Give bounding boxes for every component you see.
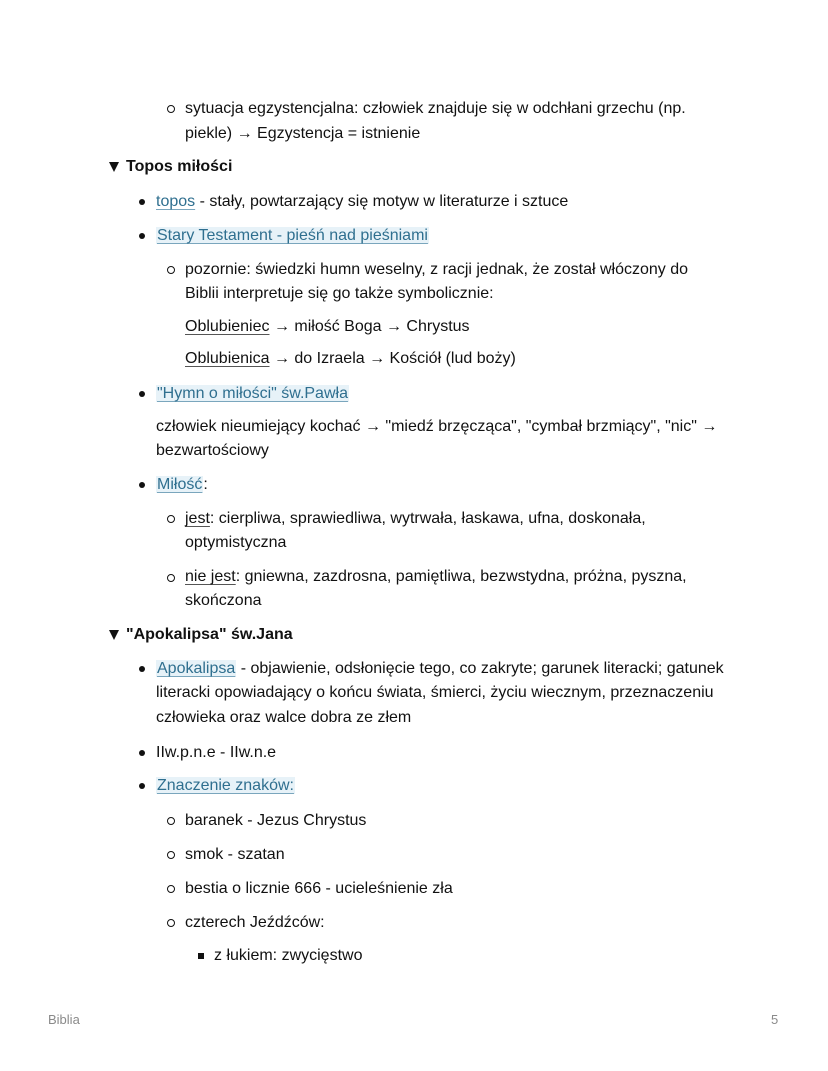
circle-bullet-icon bbox=[167, 515, 175, 523]
milosc-link[interactable]: Miłość bbox=[157, 476, 203, 493]
list-item-text: pozornie: świedzki humn weselny, z racji jednak, że został włóczony do bbox=[185, 261, 689, 278]
nie-jest-term: nie jest bbox=[185, 568, 236, 585]
hymn-description: człowiek nieumiejący kochać → "miedź brzęcząca", "cymbał brzmiący", "nic" → bbox=[156, 418, 718, 435]
disc-bullet-icon bbox=[139, 233, 145, 239]
section-heading-apokalipsa[interactable]: "Apokalipsa" św.Jana bbox=[126, 626, 293, 643]
circle-bullet-icon bbox=[167, 105, 175, 113]
toggle-triangle-icon[interactable] bbox=[109, 162, 119, 172]
list-item-text: Biblii interpretuje się go także symbolicznie: bbox=[185, 285, 494, 302]
list-item bbox=[156, 226, 429, 246]
list-item bbox=[156, 659, 724, 679]
square-bullet-icon bbox=[198, 953, 204, 959]
oblubieniec-meaning: → miłość Boga → Chrystus bbox=[269, 318, 470, 335]
list-item-text: z łukiem: zwycięstwo bbox=[214, 947, 363, 964]
oblubieniec-line bbox=[185, 317, 470, 337]
toggle-triangle-icon[interactable] bbox=[109, 630, 119, 640]
section-heading-topos[interactable]: Topos miłości bbox=[126, 158, 233, 175]
circle-bullet-icon bbox=[167, 574, 175, 582]
znaczenie-znakow-link[interactable]: Znaczenie znaków: bbox=[157, 777, 294, 794]
disc-bullet-icon bbox=[139, 666, 145, 672]
list-item-text: bestia o licznie 666 - ucieleśnienie zła bbox=[185, 880, 453, 897]
disc-bullet-icon bbox=[139, 199, 145, 205]
list-item-text: smok - szatan bbox=[185, 846, 285, 863]
date-range-item: IIw.p.n.e - IIw.n.e bbox=[156, 744, 277, 761]
apokalipsa-definition: literacki opowiadający o końcu świata, śmierci, życiu wiecznym, przeznaczeniu bbox=[156, 684, 714, 701]
nie-jest-list: : gniewna, zazdrosna, pamiętliwa, bezwstydna, próżna, pyszna, bbox=[235, 568, 687, 585]
topos-link[interactable]: topos bbox=[156, 193, 196, 210]
jest-term: jest bbox=[185, 510, 210, 527]
list-item-text bbox=[185, 509, 646, 529]
circle-bullet-icon bbox=[167, 919, 175, 927]
colon: : bbox=[203, 476, 208, 493]
circle-bullet-icon bbox=[167, 851, 175, 859]
disc-bullet-icon bbox=[139, 750, 145, 756]
oblubienica-term: Oblubienica bbox=[185, 350, 270, 367]
disc-bullet-icon bbox=[139, 482, 145, 488]
disc-bullet-icon bbox=[139, 391, 145, 397]
hymn-link[interactable]: "Hymn o miłości" św.Pawła bbox=[157, 385, 348, 402]
apokalipsa-link[interactable]: Apokalipsa bbox=[157, 660, 236, 677]
list-item-text: skończona bbox=[185, 592, 262, 609]
page-number: 5 bbox=[771, 1012, 779, 1027]
list-item bbox=[156, 192, 568, 212]
hymn-description: bezwartościowy bbox=[156, 442, 269, 459]
apokalipsa-definition: - objawienie, odsłonięcie tego, co zakryte; garunek literacki; gatunek bbox=[236, 660, 724, 677]
list-item bbox=[156, 475, 208, 495]
topos-definition: - stały, powtarzający się motyw w literaturze i sztuce bbox=[195, 193, 569, 210]
circle-bullet-icon bbox=[167, 817, 175, 825]
jest-list: : cierpliwa, sprawiedliwa, wytrwała, łaskawa, ufna, doskonała, bbox=[209, 510, 646, 527]
disc-bullet-icon bbox=[139, 783, 145, 789]
list-item-text bbox=[185, 567, 687, 587]
oblubienica-line bbox=[185, 349, 516, 369]
list-item-text: sytuacja egzystencjalna: człowiek znajduje się w odchłani grzechu (np. bbox=[185, 100, 686, 117]
list-item-text: piekle) → Egzystencja = istnienie bbox=[185, 125, 421, 142]
circle-bullet-icon bbox=[167, 885, 175, 893]
list-item-text: czterech Jeźdźców: bbox=[185, 914, 325, 931]
stary-testament-link[interactable]: Stary Testament - pieśń nad pieśniami bbox=[157, 227, 428, 244]
list-item bbox=[156, 384, 349, 404]
circle-bullet-icon bbox=[167, 266, 175, 274]
oblubienica-meaning: → do Izraela → Kościół (lud boży) bbox=[269, 350, 516, 367]
oblubieniec-term: Oblubieniec bbox=[185, 318, 270, 335]
apokalipsa-definition: człowieka oraz walce dobra ze złem bbox=[156, 709, 412, 726]
list-item-text: optymistyczna bbox=[185, 534, 287, 551]
list-item-text: baranek - Jezus Chrystus bbox=[185, 812, 367, 829]
footer-title: Biblia bbox=[48, 1012, 80, 1027]
list-item bbox=[156, 776, 295, 796]
